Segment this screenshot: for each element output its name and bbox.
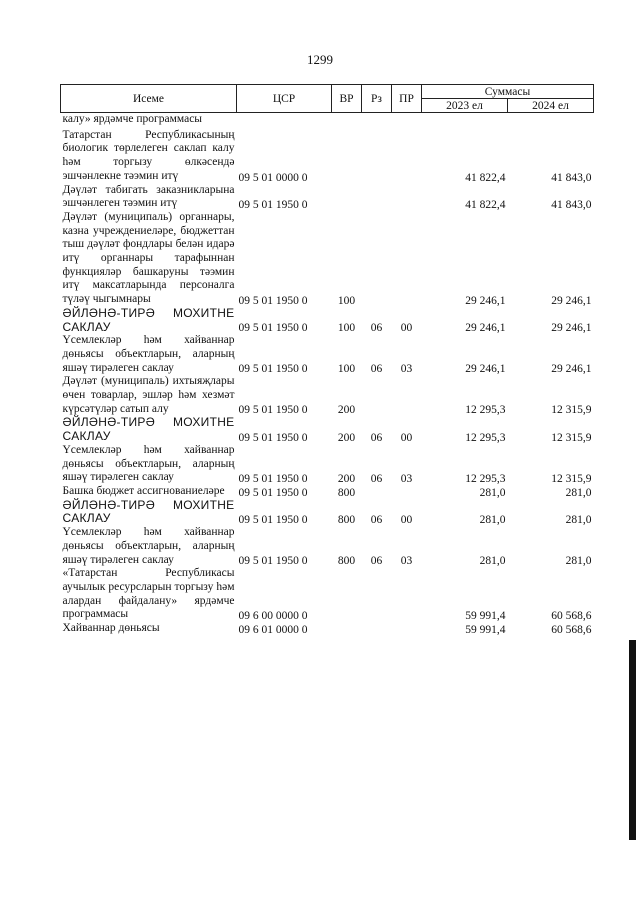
- row-vr: 800: [337, 514, 356, 527]
- row-sum-2024: 29 246,1: [551, 322, 592, 335]
- row-csr: 09 5 01 1950 0: [238, 486, 308, 499]
- page-edge-bar: [629, 640, 636, 840]
- header-pr: ПР: [392, 85, 422, 113]
- row-name: ӘЙЛӘНӘ-ТИРӘ МОХИТНЕ САКЛАУ: [62, 415, 235, 444]
- row-vr: [332, 113, 362, 129]
- row-csr: 09 5 01 1950 0: [238, 404, 308, 417]
- row-sum-2024: 281,0: [565, 555, 592, 568]
- header-vr: ВР: [332, 85, 362, 113]
- row-sum-2024: 29 246,1: [551, 294, 592, 307]
- row-rz: [362, 375, 392, 416]
- table-row: [61, 567, 594, 622]
- row-name: Үсемлекләр һәм хайваннар дөньясы объектларын, аларның яшәү тирәлеген саклау: [62, 443, 235, 484]
- row-rz: [362, 129, 392, 184]
- table-row: [61, 416, 594, 443]
- row-rz: [362, 184, 392, 211]
- table-row: [61, 334, 594, 375]
- table-row: [61, 211, 594, 307]
- row-csr: 09 5 01 1950 0: [238, 363, 308, 376]
- row-vr: 200: [337, 404, 356, 417]
- row-name: Дәүләт (муниципаль) ихтыяҗлары өчен товарлар, эшләр һәм хезмәт күрсәтүләр сатып алу: [62, 375, 235, 415]
- row-csr: 09 5 01 1950 0: [238, 555, 308, 568]
- row-name: «Татарстан Республикасы аучылык ресурсларын торгызу һәм алардан файдалану» ярдәмче программасы: [62, 567, 235, 621]
- row-sum-2023: 29 246,1: [465, 294, 506, 307]
- row-sum-2023: 12 295,3: [465, 404, 506, 417]
- header-rz: Рз: [362, 85, 392, 113]
- row-sum-2023: 12 295,3: [465, 472, 506, 485]
- row-sum-2024: 281,0: [565, 486, 592, 499]
- row-vr: 200: [337, 431, 356, 444]
- row-pr: [392, 375, 422, 416]
- row-rz: 06: [370, 472, 383, 485]
- row-csr: 09 6 00 0000 0: [238, 610, 308, 623]
- row-sum-2024: 281,0: [565, 514, 592, 527]
- row-rz: 06: [370, 514, 383, 527]
- row-csr: 09 5 01 1950 0: [238, 198, 308, 211]
- row-sum-2024: 29 246,1: [551, 363, 592, 376]
- table-row: [61, 184, 594, 211]
- row-sum-2024: 12 315,9: [551, 431, 592, 444]
- row-pr: 00: [400, 322, 413, 335]
- header-year-2023: 2023 ел: [422, 99, 508, 113]
- table-row: [61, 485, 594, 499]
- table-row: [61, 307, 594, 334]
- row-sum-2023: 59 991,4: [465, 610, 506, 623]
- row-sum-2023: 281,0: [479, 514, 506, 527]
- row-vr: 100: [337, 294, 356, 307]
- row-pr: [392, 211, 422, 307]
- row-pr: 03: [400, 363, 413, 376]
- table-row: [61, 499, 594, 526]
- row-rz: [362, 211, 392, 307]
- row-sum-2023: [422, 113, 508, 129]
- row-name: Башка бюджет ассигнованиеләре: [62, 484, 225, 497]
- row-pr: [392, 129, 422, 184]
- row-sum-2023: 41 822,4: [465, 171, 506, 184]
- row-csr: 09 5 01 1950 0: [238, 294, 308, 307]
- row-rz: 06: [370, 322, 383, 335]
- table-row: [61, 444, 594, 485]
- table-row: [61, 622, 594, 636]
- row-sum-2023: 59 991,4: [465, 623, 506, 636]
- header-csr: ЦСР: [237, 85, 332, 113]
- row-sum-2023: 12 295,3: [465, 431, 506, 444]
- row-vr: 100: [337, 322, 356, 335]
- table-row: [61, 113, 594, 129]
- row-pr: [392, 113, 422, 129]
- row-rz: [362, 485, 392, 499]
- row-name: Үсемлекләр һәм хайваннар дөньясы объектларын, аларның яшәү тирәлеген саклау: [62, 334, 235, 374]
- row-rz: 06: [370, 431, 383, 444]
- row-name: Үсемлекләр һәм хайваннар дөньясы объектларын, аларның яшәү тирәлеген саклау: [62, 526, 235, 566]
- row-vr: 200: [337, 472, 356, 485]
- row-name: ӘЙЛӘНӘ-ТИРӘ МОХИТНЕ САКЛАУ: [62, 305, 235, 334]
- row-csr: 09 5 01 1950 0: [238, 514, 308, 527]
- row-vr: [332, 567, 362, 622]
- row-csr: 09 5 01 1950 0: [238, 322, 308, 335]
- table-row: [61, 375, 594, 416]
- row-csr: 09 5 01 0000 0: [238, 171, 308, 184]
- row-sum-2024: [508, 113, 594, 129]
- row-sum-2024: 41 843,0: [551, 198, 592, 211]
- row-pr: 00: [400, 431, 413, 444]
- row-sum-2023: 281,0: [479, 486, 506, 499]
- row-vr: 800: [337, 486, 356, 499]
- row-rz: 06: [370, 363, 383, 376]
- table-row: [61, 129, 594, 184]
- row-pr: [392, 184, 422, 211]
- budget-table: [60, 84, 594, 636]
- row-pr: 03: [400, 472, 413, 485]
- row-csr: 09 6 01 0000 0: [238, 623, 308, 636]
- row-sum-2024: 41 843,0: [551, 171, 592, 184]
- page-number: 1299: [307, 52, 333, 67]
- row-name: Хайваннар дөньясы: [62, 622, 160, 635]
- row-vr: [332, 184, 362, 211]
- row-pr: [392, 622, 422, 636]
- row-pr: 00: [400, 514, 413, 527]
- row-pr: 03: [400, 555, 413, 568]
- row-sum-2023: 29 246,1: [465, 322, 506, 335]
- header-name: Исеме: [61, 85, 237, 113]
- row-sum-2023: 281,0: [479, 555, 506, 568]
- row-csr: 09 5 01 1950 0: [238, 472, 308, 485]
- row-rz: [362, 567, 392, 622]
- row-vr: 100: [337, 363, 356, 376]
- row-sum-2024: 60 568,6: [551, 610, 592, 623]
- row-sum-2024: 60 568,6: [551, 623, 592, 636]
- row-vr: [332, 622, 362, 636]
- row-name: калу» ярдәмче программасы: [62, 113, 203, 125]
- row-name: Дәүләт (муниципаль) органнары, казна учреждениеләре, бюджеттан тыш дәүләт фондлары белән идарә итү органнары тарафыннан функцияләр башкаруны тәэмин итү максатларында персоналга түләү чыгымнары: [62, 210, 235, 306]
- row-vr: [332, 129, 362, 184]
- row-sum-2024: 12 315,9: [551, 404, 592, 417]
- row-vr: 800: [337, 555, 356, 568]
- row-pr: [392, 485, 422, 499]
- row-name: Татарстан Республикасының биологик төрлелеген саклап калу һәм торгызу өлкәсендә эшчәнлекне тәэмин итү: [62, 128, 235, 182]
- row-rz: 06: [370, 555, 383, 568]
- row-csr: [237, 113, 332, 129]
- row-sum-2023: 41 822,4: [465, 198, 506, 211]
- row-sum-2024: 12 315,9: [551, 472, 592, 485]
- row-name: ӘЙЛӘНӘ-ТИРӘ МОХИТНЕ САКЛАУ: [62, 497, 235, 526]
- table-body: [61, 113, 594, 636]
- header-year-2024: 2024 ел: [508, 99, 594, 113]
- row-sum-2023: 29 246,1: [465, 363, 506, 376]
- row-rz: [362, 622, 392, 636]
- row-pr: [392, 567, 422, 622]
- table-header: [61, 85, 594, 113]
- row-rz: [362, 113, 392, 129]
- header-sums: Суммасы: [422, 85, 594, 99]
- table-row: [61, 526, 594, 567]
- row-name: Дәүләт табигать заказникларына эшчәнлеген тәэмин итү: [62, 183, 235, 210]
- row-csr: 09 5 01 1950 0: [238, 431, 308, 444]
